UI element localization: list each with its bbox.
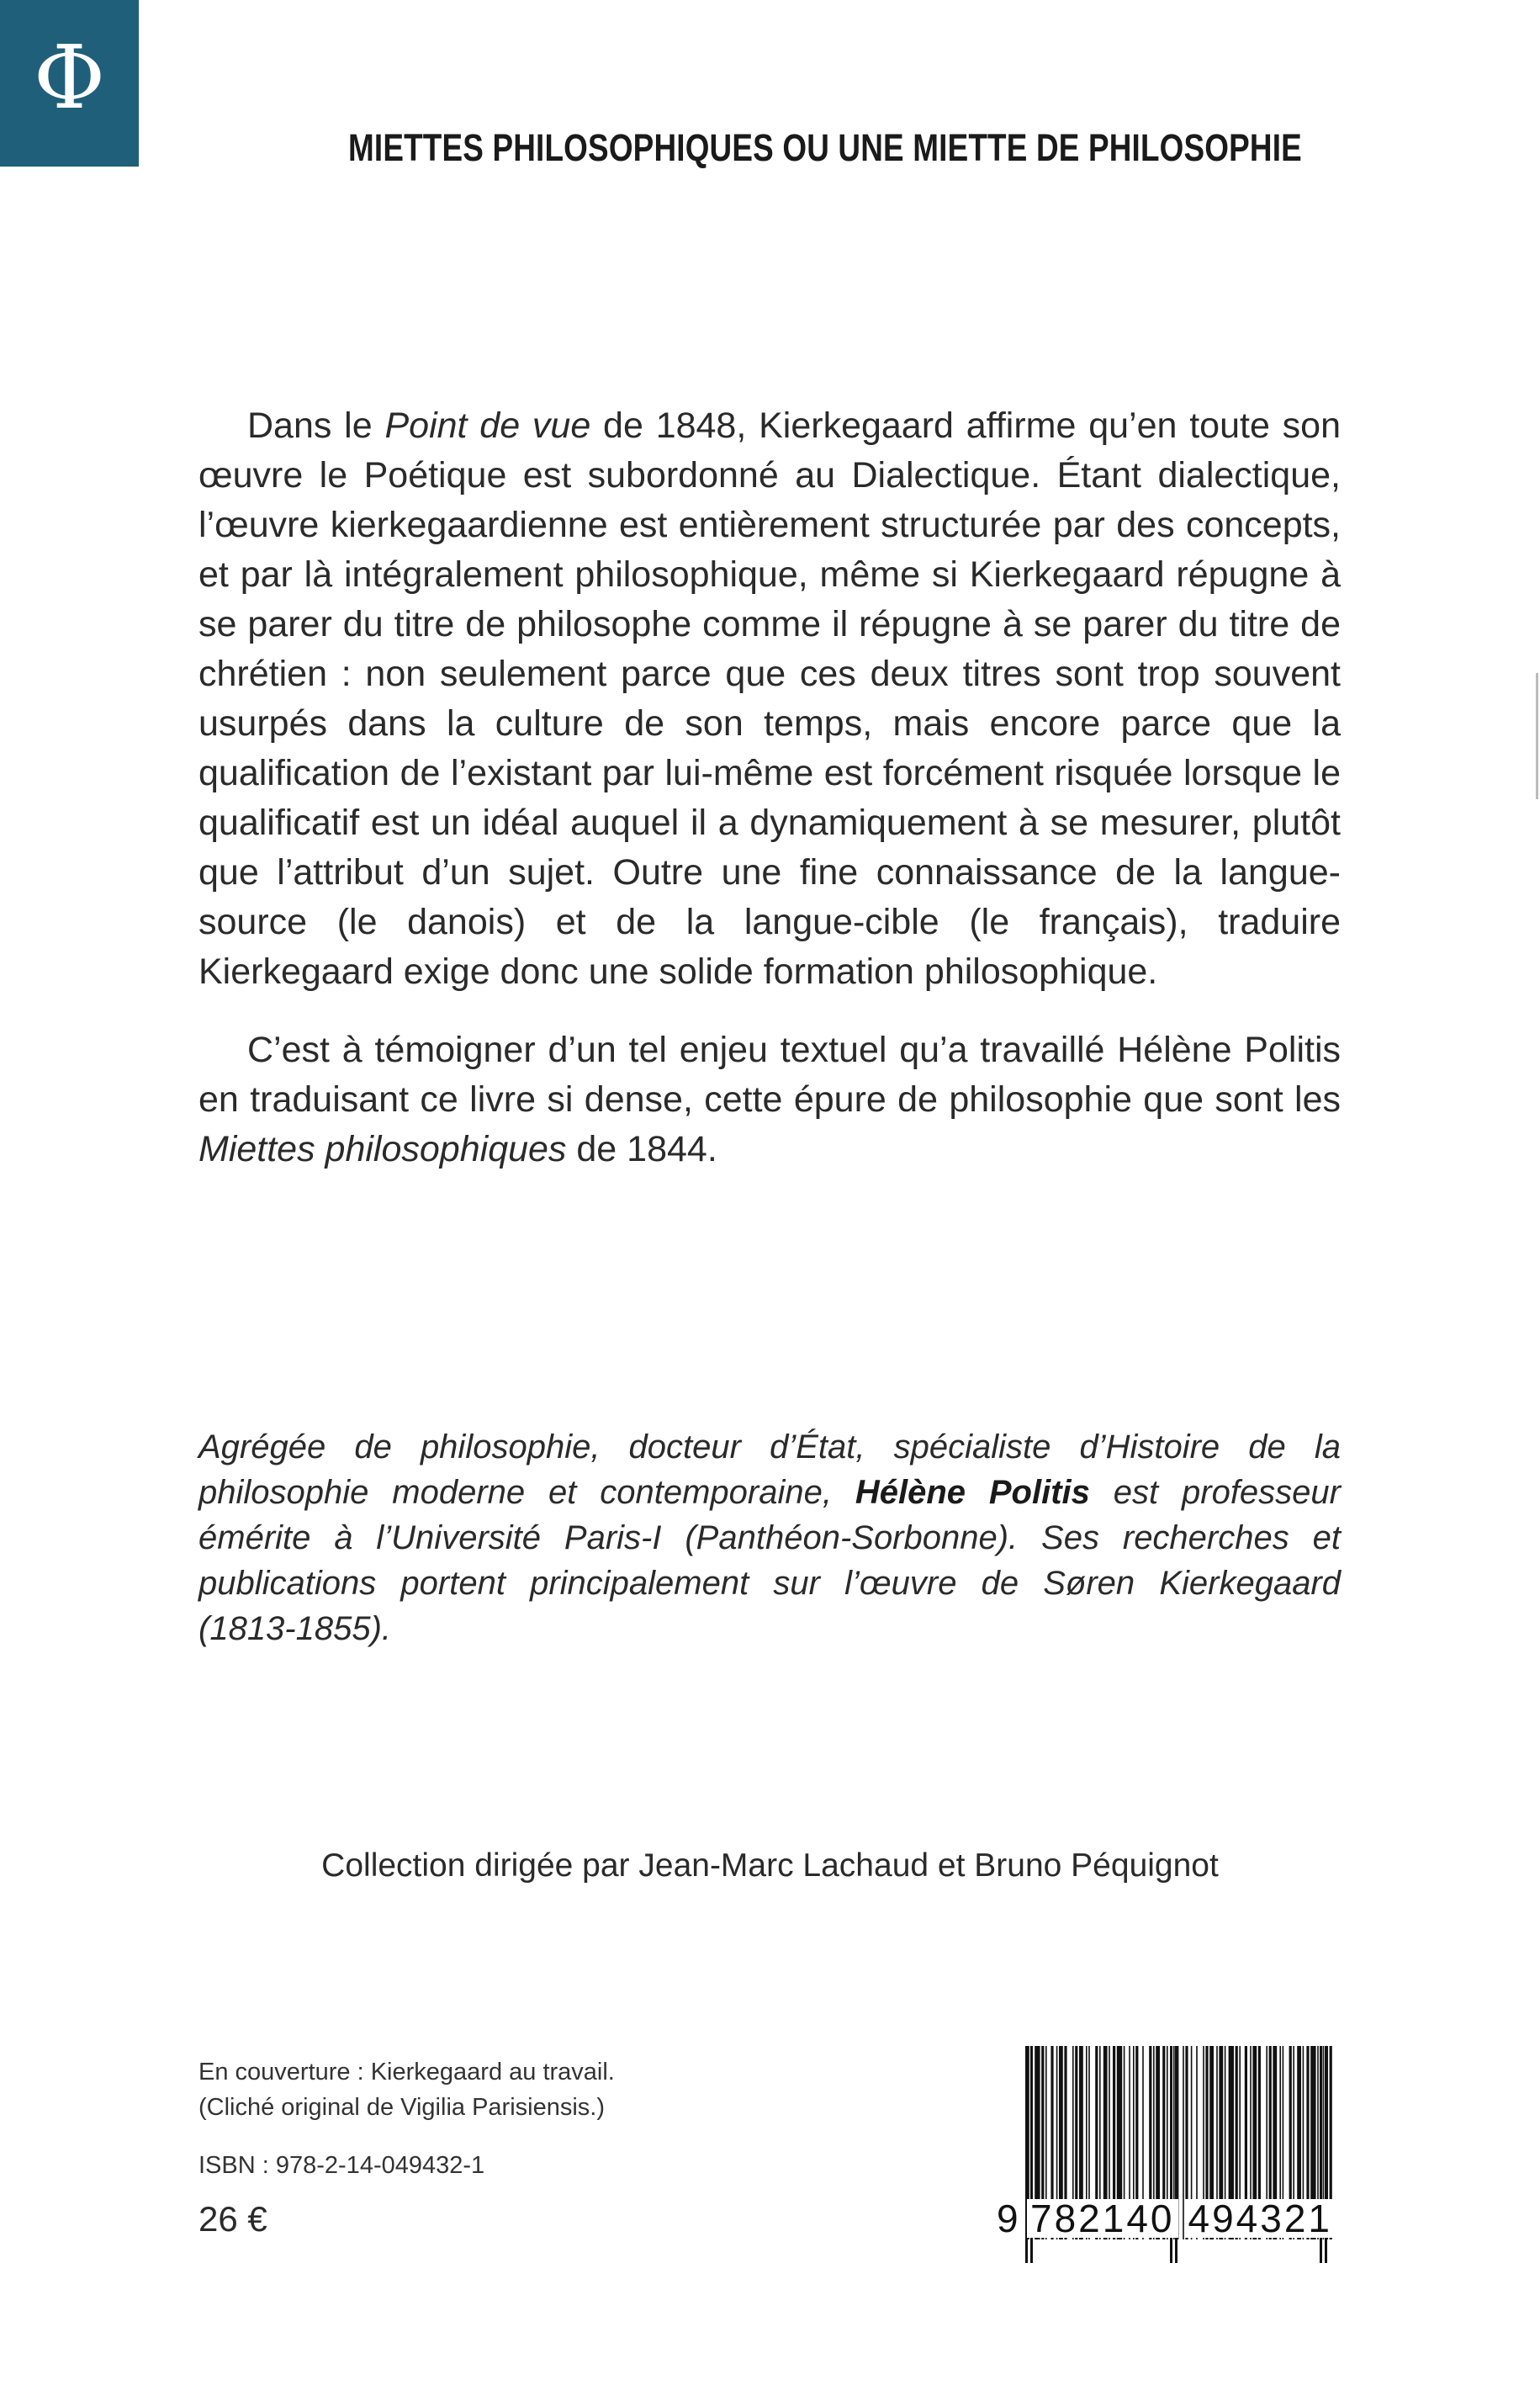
barcode-digits [997,2199,1333,2238]
work-title-point-de-vue: Point de vue [384,405,591,446]
work-title-miettes: Miettes philosophiques [198,1129,567,1169]
price: 26 € [198,2199,267,2239]
collection-editors: Collection dirigée par Jean-Marc Lachaud et Bruno Péquignot [321,1847,1219,1884]
edge-mark [1536,673,1538,799]
barcode [997,2046,1333,2283]
barcode-lead-digit: 9 [997,2197,1021,2240]
cover-credits [198,2054,615,2125]
summary-paragraph-1: Dans le Point de vue de 1848, Kierkegaard affirme qu’en toute son œuvre le Poétique est subordonné au Dialectique. Étant dialectique, l’œuvre kierkegaardienne est entièrement structurée par des concepts, et par là intégralement philosophique, même si Kierkegaard répugne à se parer du titre de philosophe comme il répugne à se parer du titre de chrétien : non seulement parce que ces deux titres sont trop souvent usurpés dans la culture de son temps, mais encore parce que la qualification de l’existant par lui-même est forcément risquée lorsque le qualificatif est un idéal auquel il a dynamiquement à se mesurer, plutôt que l’attribut d’un sujet. Outre une fine connaissance de la langue-source (le danois) et de la langue-cible (le français), traduire Kierkegaard exige donc une solide formation philosophique. [198,405,1341,992]
summary-paragraph-2: C’est à témoigner d’un tel enjeu textuel qu’a travaillé Hélène Politis en traduisant ce livre si dense, cette épure de philosophie que sont les Miettes philosophiques de 1844. [198,1030,1341,1169]
book-title: MIETTES PHILOSOPHIQUES OU UNE MIETTE DE PHILOSOPHIE [348,126,1302,169]
publisher-logo [0,0,139,167]
photo-credit-line: (Cliché original de Vigilia Parisiensis.) [198,2094,606,2121]
barcode-bars [997,2046,1333,2283]
barcode-group-2: 494321 [1185,2199,1336,2238]
phi-logo-icon: Φ [33,26,106,129]
cover-credit-line: En couverture : Kierkegaard au travail. [198,2059,615,2086]
isbn: ISBN : 978-2-14-049432-1 [198,2152,485,2179]
barcode-group-1: 782140 [1027,2199,1178,2238]
translator-name: Hélène Politis [855,1474,1090,1511]
translator-bio: Agrégée de philosophie, docteur d’État, spécialiste d’Histoire de la philosophie moderne et contemporaine, Hélène Politis est professeur émérite à l’Université Paris-I (Panthéon-Sorbonne). Ses recherches et publications portent principalement sur l’œuvre de Søren Kierkegaard (1813-1855). [198,1428,1341,1647]
